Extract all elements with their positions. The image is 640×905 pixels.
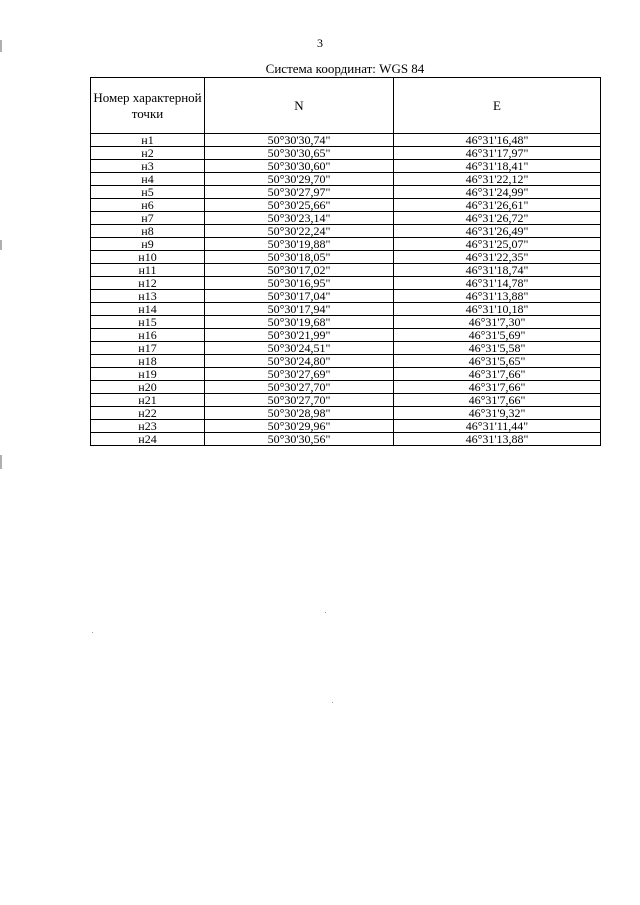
longitude-e-cell: 46°31'16,48" xyxy=(394,134,601,147)
latitude-n-cell: 50°30'29,96" xyxy=(205,420,394,433)
point-number-cell: н14 xyxy=(91,303,205,316)
table-row xyxy=(91,212,601,225)
table-row xyxy=(91,199,601,212)
longitude-e-cell: 46°31'24,99" xyxy=(394,186,601,199)
longitude-e-cell: 46°31'5,65" xyxy=(394,355,601,368)
latitude-n-cell: 50°30'24,51" xyxy=(205,342,394,355)
scan-speck xyxy=(332,702,333,703)
latitude-n-cell: 50°30'17,02" xyxy=(205,264,394,277)
table-row xyxy=(91,134,601,147)
point-number-cell: н20 xyxy=(91,381,205,394)
point-number-cell: н11 xyxy=(91,264,205,277)
point-number-cell: н3 xyxy=(91,160,205,173)
latitude-n-cell: 50°30'17,94" xyxy=(205,303,394,316)
table-row xyxy=(91,342,601,355)
table-row xyxy=(91,381,601,394)
longitude-e-cell: 46°31'7,66" xyxy=(394,381,601,394)
longitude-e-cell: 46°31'25,07" xyxy=(394,238,601,251)
latitude-n-cell: 50°30'17,04" xyxy=(205,290,394,303)
table-row xyxy=(91,160,601,173)
longitude-e-cell: 46°31'13,88" xyxy=(394,433,601,446)
latitude-n-cell: 50°30'18,05" xyxy=(205,251,394,264)
longitude-e-cell: 46°31'26,49" xyxy=(394,225,601,238)
table-row xyxy=(91,420,601,433)
latitude-n-cell: 50°30'21,99" xyxy=(205,329,394,342)
point-number-cell: н7 xyxy=(91,212,205,225)
point-number-cell: н9 xyxy=(91,238,205,251)
table-row xyxy=(91,329,601,342)
longitude-e-cell: 46°31'14,78" xyxy=(394,277,601,290)
table-row xyxy=(91,394,601,407)
latitude-n-cell: 50°30'27,70" xyxy=(205,394,394,407)
coordinate-system-caption: Система координат: WGS 84 xyxy=(265,61,425,76)
longitude-e-cell: 46°31'18,41" xyxy=(394,160,601,173)
left-margin-scan-mark xyxy=(0,455,2,469)
point-number-cell: н10 xyxy=(91,251,205,264)
column-header-n: N xyxy=(205,78,394,134)
latitude-n-cell: 50°30'22,24" xyxy=(205,225,394,238)
latitude-n-cell: 50°30'16,95" xyxy=(205,277,394,290)
table-row xyxy=(91,433,601,446)
table-row xyxy=(91,251,601,264)
point-number-cell: н24 xyxy=(91,433,205,446)
point-number-cell: н16 xyxy=(91,329,205,342)
point-number-cell: н12 xyxy=(91,277,205,290)
latitude-n-cell: 50°30'19,68" xyxy=(205,316,394,329)
latitude-n-cell: 50°30'30,56" xyxy=(205,433,394,446)
longitude-e-cell: 46°31'7,66" xyxy=(394,394,601,407)
point-number-cell: н21 xyxy=(91,394,205,407)
longitude-e-cell: 46°31'26,61" xyxy=(394,199,601,212)
left-margin-scan-mark xyxy=(0,240,2,250)
page-number: 3 xyxy=(317,36,323,50)
longitude-e-cell: 46°31'10,18" xyxy=(394,303,601,316)
longitude-e-cell: 46°31'13,88" xyxy=(394,290,601,303)
table-header-row xyxy=(91,78,601,134)
table-row xyxy=(91,355,601,368)
latitude-n-cell: 50°30'27,97" xyxy=(205,186,394,199)
longitude-e-cell: 46°31'18,74" xyxy=(394,264,601,277)
point-number-cell: н15 xyxy=(91,316,205,329)
point-number-cell: н2 xyxy=(91,147,205,160)
latitude-n-cell: 50°30'29,70" xyxy=(205,173,394,186)
point-number-cell: н6 xyxy=(91,199,205,212)
point-number-cell: н19 xyxy=(91,368,205,381)
coordinates-table xyxy=(90,77,601,446)
scan-speck xyxy=(92,632,93,633)
point-number-cell: н23 xyxy=(91,420,205,433)
table-row xyxy=(91,368,601,381)
table-row xyxy=(91,147,601,160)
longitude-e-cell: 46°31'7,66" xyxy=(394,368,601,381)
table-row xyxy=(91,225,601,238)
latitude-n-cell: 50°30'27,69" xyxy=(205,368,394,381)
point-number-cell: н13 xyxy=(91,290,205,303)
point-number-cell: н17 xyxy=(91,342,205,355)
longitude-e-cell: 46°31'11,44" xyxy=(394,420,601,433)
longitude-e-cell: 46°31'22,35" xyxy=(394,251,601,264)
latitude-n-cell: 50°30'23,14" xyxy=(205,212,394,225)
table-row xyxy=(91,186,601,199)
longitude-e-cell: 46°31'5,69" xyxy=(394,329,601,342)
latitude-n-cell: 50°30'25,66" xyxy=(205,199,394,212)
table-row xyxy=(91,264,601,277)
longitude-e-cell: 46°31'22,12" xyxy=(394,173,601,186)
longitude-e-cell: 46°31'9,32" xyxy=(394,407,601,420)
point-number-cell: н18 xyxy=(91,355,205,368)
scan-speck xyxy=(325,612,326,613)
latitude-n-cell: 50°30'30,65" xyxy=(205,147,394,160)
longitude-e-cell: 46°31'7,30" xyxy=(394,316,601,329)
latitude-n-cell: 50°30'19,88" xyxy=(205,238,394,251)
longitude-e-cell: 46°31'17,97" xyxy=(394,147,601,160)
table-row xyxy=(91,316,601,329)
point-number-cell: н1 xyxy=(91,134,205,147)
point-number-cell: н8 xyxy=(91,225,205,238)
table-row xyxy=(91,173,601,186)
point-number-cell: н22 xyxy=(91,407,205,420)
latitude-n-cell: 50°30'27,70" xyxy=(205,381,394,394)
longitude-e-cell: 46°31'5,58" xyxy=(394,342,601,355)
latitude-n-cell: 50°30'30,74" xyxy=(205,134,394,147)
longitude-e-cell: 46°31'26,72" xyxy=(394,212,601,225)
table-row xyxy=(91,407,601,420)
column-header-point-number: Номер характерной точки xyxy=(91,78,205,134)
table-row xyxy=(91,290,601,303)
point-number-cell: н4 xyxy=(91,173,205,186)
column-header-e: E xyxy=(394,78,601,134)
table-body xyxy=(91,134,601,446)
table-row xyxy=(91,238,601,251)
latitude-n-cell: 50°30'30,60" xyxy=(205,160,394,173)
table-row xyxy=(91,277,601,290)
point-number-cell: н5 xyxy=(91,186,205,199)
table-row xyxy=(91,303,601,316)
latitude-n-cell: 50°30'24,80" xyxy=(205,355,394,368)
latitude-n-cell: 50°30'28,98" xyxy=(205,407,394,420)
